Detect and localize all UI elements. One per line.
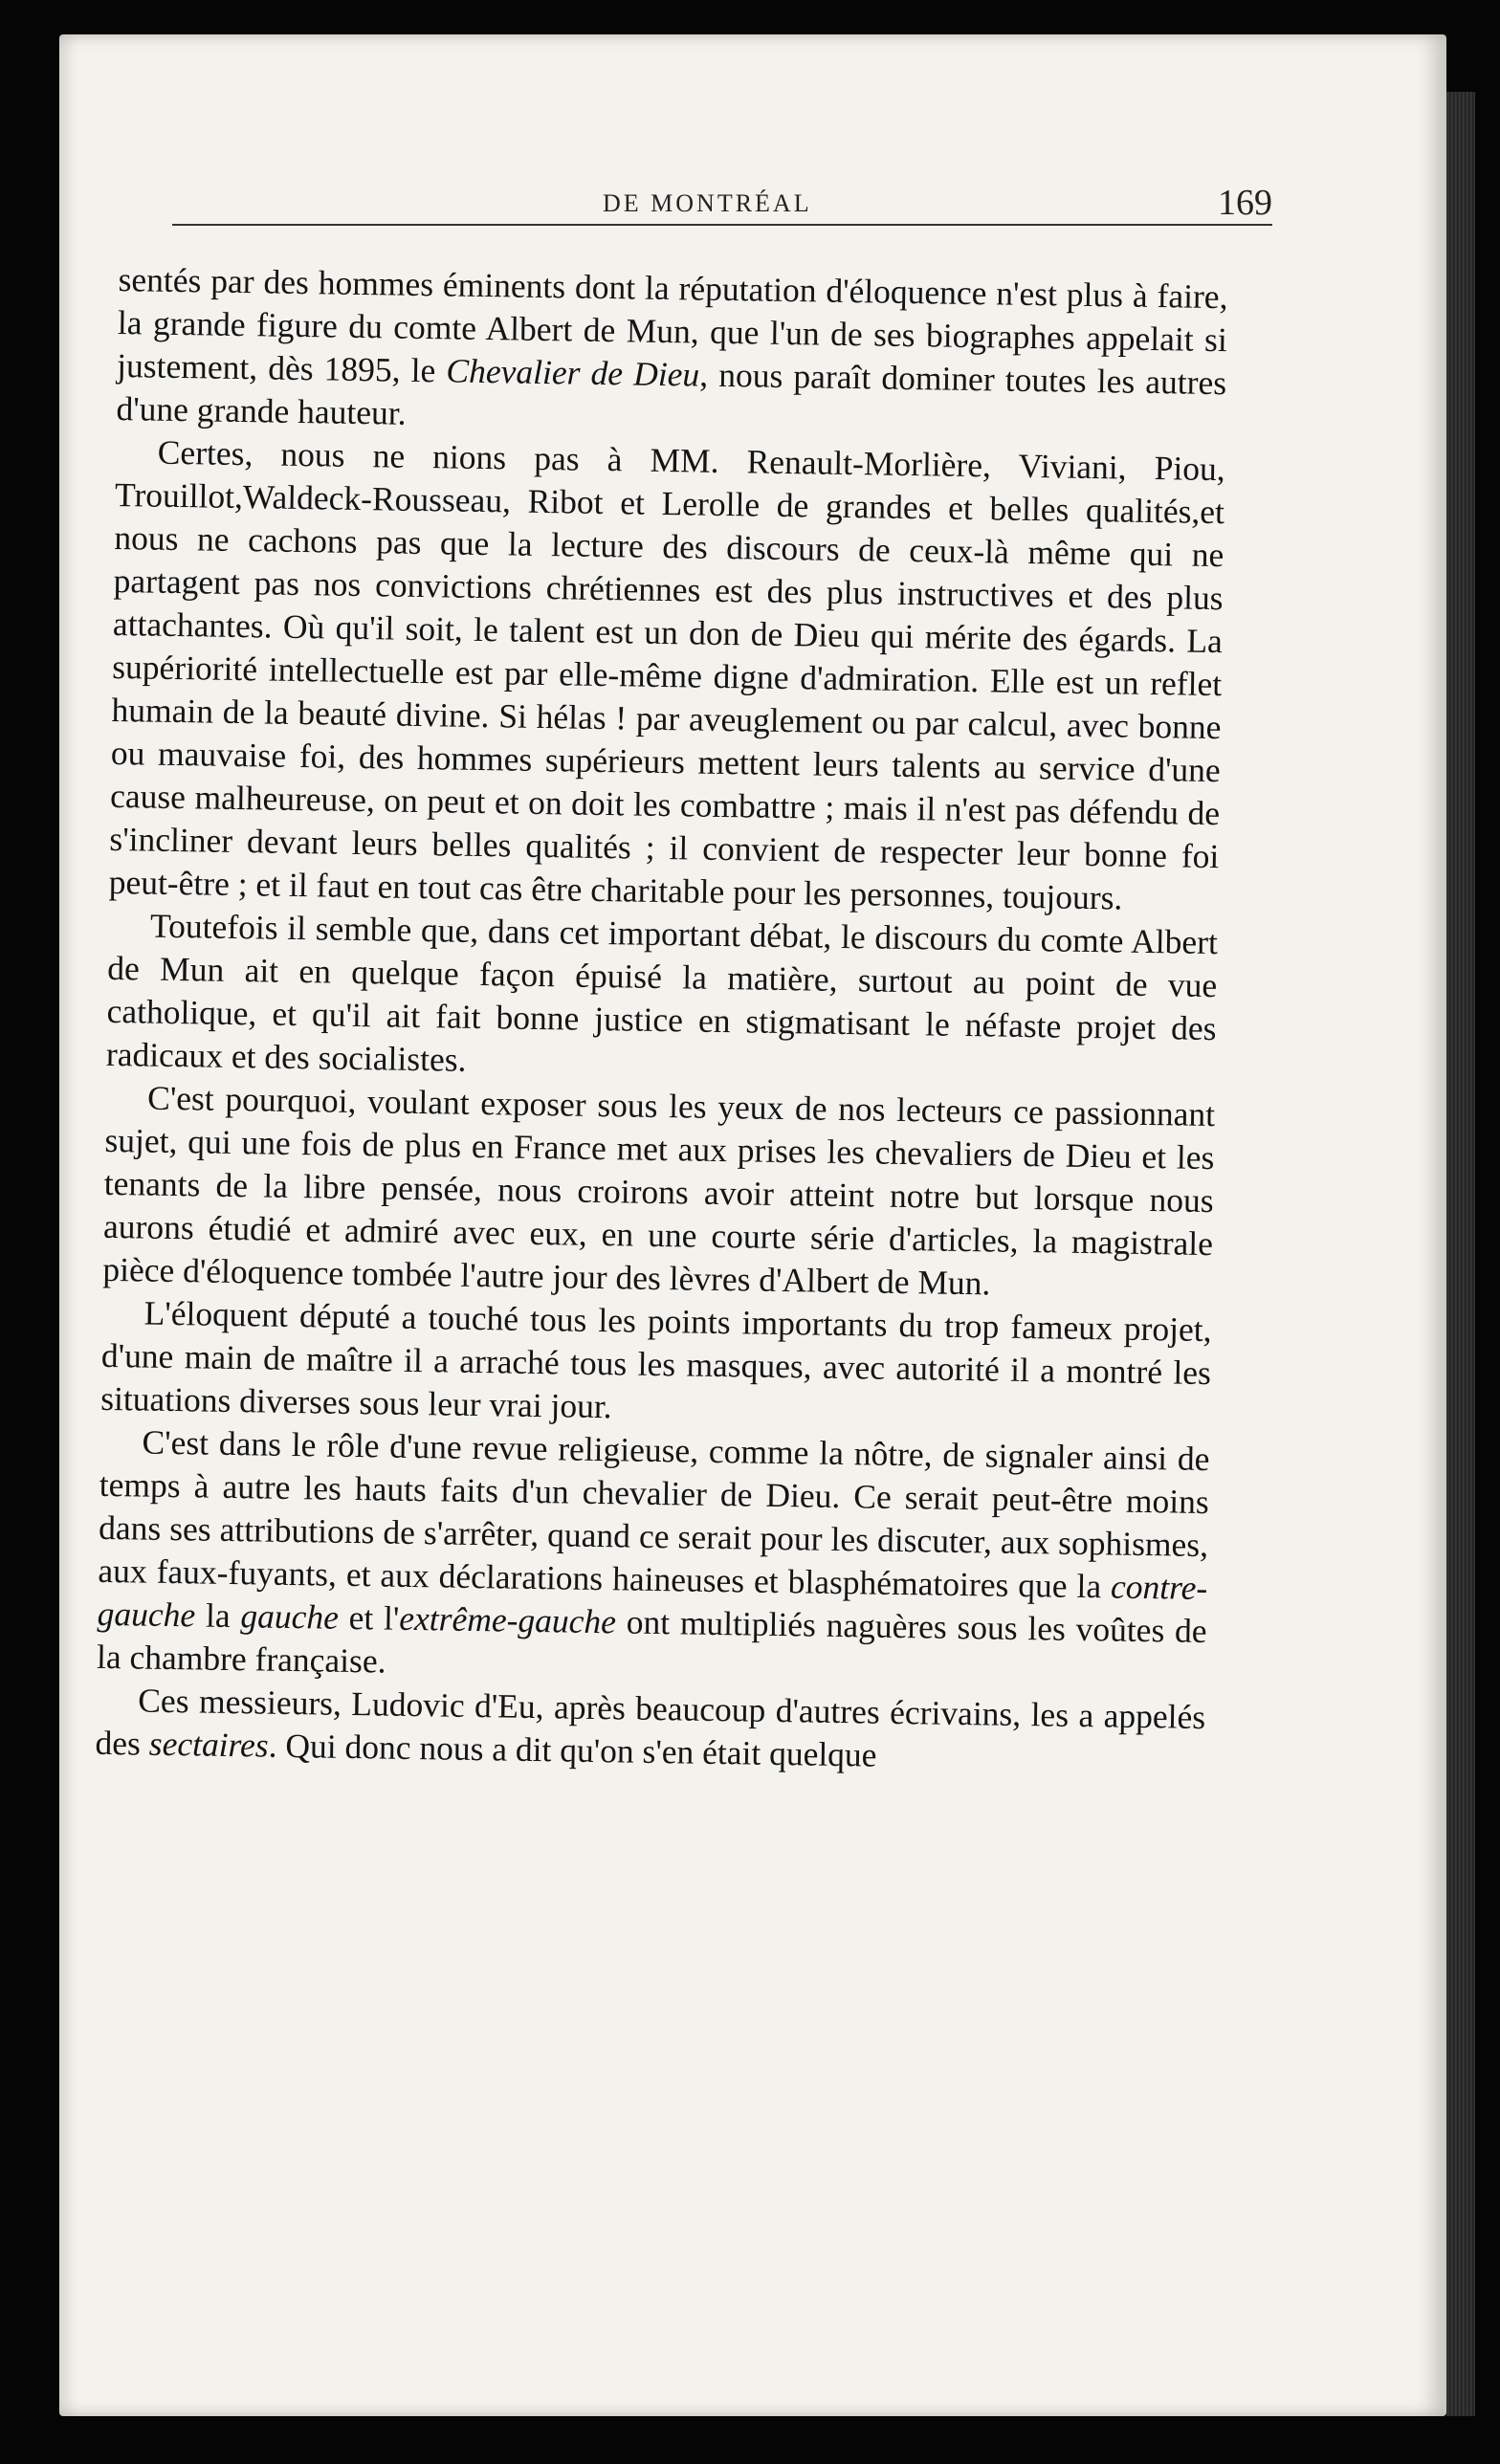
body-text xyxy=(95,258,1228,1782)
paragraph-2: Certes, nous ne nions pas à MM. Renault-Morlière, Viviani, Piou, Trouillot,Waldeck-Rousseau, Ribot et Lerolle de grandes et belles qualités,et nous ne cachons pas que la lecture des discours de ceux-là même qui ne partagent pas nos convictions chrétiennes est des plus instructives et des plus attachantes. Où qu'il soit, le talent est un don de Dieu qui mérite des égards. La supériorité intellectuelle est par elle-même digne d'admiration. Elle est un reflet humain de la beauté divine. Si hélas ! par aveuglement ou par calcul, avec bonne ou mauvaise foi, des hommes supérieurs mettent leurs talents au service d'une cause malheureuse, on peut et on doit les combattre ; mais il n'est pas défendu de s'incliner devant leurs belles qualités ; il convient de respecter leur bonne foi peut-être ; et il faut en tout cas être charitable pour les personnes, toujours. xyxy=(108,432,1225,917)
italic-phrase: sectaires xyxy=(148,1724,269,1765)
book-page-edges xyxy=(1446,92,1475,2416)
italic-phrase: contre-gauche xyxy=(97,1567,1208,1635)
italic-phrase: gauche xyxy=(240,1596,340,1637)
paragraph-5: L'éloquent député a touché tous les points importants du trop fameux projet, d'une main de maître il a arraché tous les masques, avec autorité il a montré les situations diverses sous leur vrai jour. xyxy=(99,1293,1212,1426)
italic-phrase: extrême-gauche xyxy=(399,1598,617,1641)
paragraph-3: Toutefois il semble que, dans cet important débat, le discours du comte Albert de Mun ait en quelque façon épuisé la matière, surtout au point de vue catholique, et qu'il ait fait bonne justice en stigmatisant le néfaste projet des radicaux et des socialistes. xyxy=(105,906,1219,1079)
paragraph-6: C'est dans le rôle d'une revue religieuse, comme la nôtre, de signaler ainsi de temps à autre les hauts faits d'un chevalier de Dieu. Ce serait peut-être moins dans ses attributions de s'arrêter, quand ce serait pour les discuter, aux sophismes, aux faux-fuyants, et aux déclarations haineuses et blasphématoires que la contre-gauche la gauche et l'extrême-gauche ont multipliés naguères sous les voûtes de la chambre française. xyxy=(96,1422,1210,1681)
header-rule xyxy=(172,224,1272,226)
page-number: 169 xyxy=(1218,183,1272,223)
page-header xyxy=(172,180,1272,256)
paragraph-7: Ces messieurs, Ludovic d'Eu, après beaucoup d'autres écrivains, les a appelés des sectaires. Qui donc nous a dit qu'on s'en était quelque xyxy=(95,1681,1206,1774)
running-head: DE MONTRÉAL xyxy=(603,189,812,217)
italic-phrase: Chevalier de Dieu xyxy=(446,351,700,394)
paragraph-1: sentés par des hommes éminents dont la réputation d'éloquence n'est plus à faire, la grande figure du comte Albert de Mun, que l'un de ses biographes appelait si justement, dès 1895, le Chevalier de Dieu, nous paraît dominer toutes les autres d'une grande hauteur. xyxy=(116,259,1228,432)
paragraph-4: C'est pourquoi, voulant exposer sous les yeux de nos lecteurs ce passionnant sujet, qui une fois de plus en France met aux prises les chevaliers de Dieu et les tenants de la libre pensée, nous croirons avoir atteint notre but lorsque nous aurons étudié et admiré avec eux, en une courte série d'articles, la magistrale pièce d'éloquence tombée l'autre jour des lèvres d'Albert de Mun. xyxy=(102,1078,1216,1303)
